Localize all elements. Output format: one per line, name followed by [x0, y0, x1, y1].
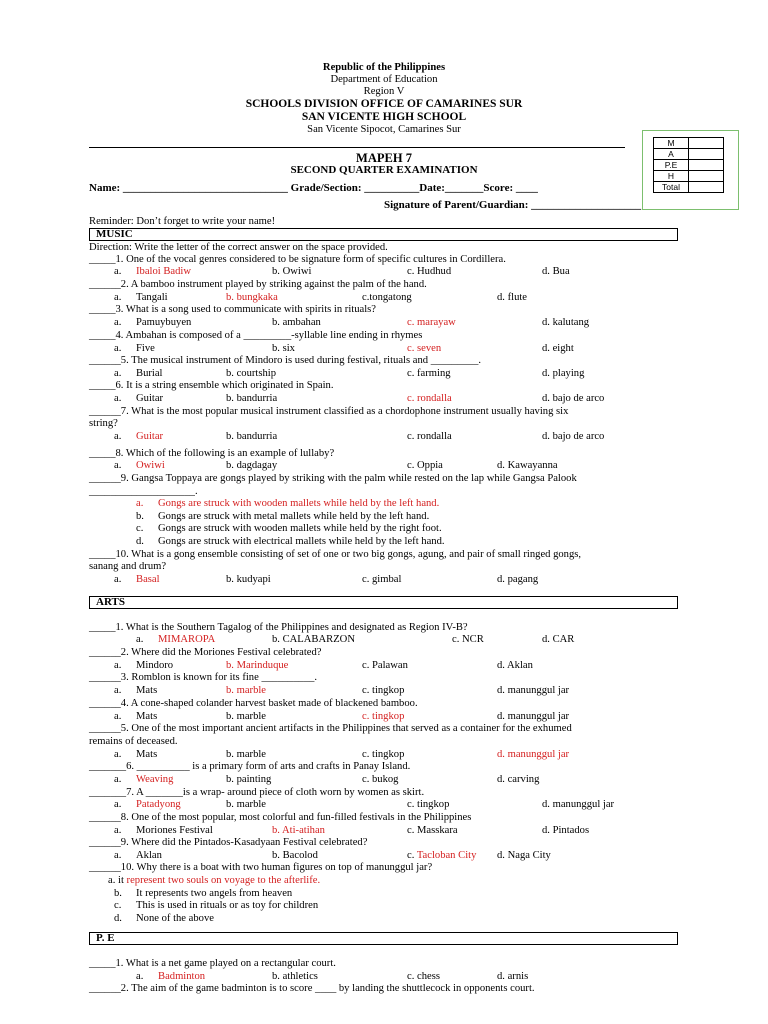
option-c[interactable]: c. seven — [407, 343, 442, 354]
music-question-10-cont: sanang and drum? — [89, 561, 167, 572]
score-row-label: Total — [654, 182, 689, 193]
option-d[interactable]: d. bajo de arco — [542, 393, 605, 404]
option-b[interactable]: b. Bacolod — [272, 850, 318, 861]
option-b[interactable]: It represents two angels from heaven — [136, 888, 293, 899]
option-a[interactable]: Basal — [136, 574, 160, 585]
option-letter: a. — [136, 498, 144, 509]
option-letter: c. — [114, 900, 122, 911]
option-c[interactable]: c. Oppia — [407, 460, 443, 471]
music-question-7-cont: string? — [89, 418, 118, 429]
option-b[interactable]: b. dagdagay — [226, 460, 278, 471]
option-letter: a. — [114, 317, 122, 328]
score-row-label: P.E — [654, 160, 689, 171]
option-d[interactable]: d. bajo de arco — [542, 431, 605, 442]
option-d[interactable]: d. CAR — [542, 634, 575, 645]
option-letter: c. — [136, 523, 144, 534]
score-row-label: H — [654, 171, 689, 182]
pe-question-1: _____1. What is a net game played on a rectangular court. — [89, 958, 336, 969]
section-title: ARTS — [96, 596, 125, 608]
option-letter: a. — [114, 774, 122, 785]
score-table — [653, 137, 724, 193]
option-letter: d. — [136, 536, 144, 547]
score-row-label: M — [654, 138, 689, 149]
option-letter: a. — [114, 825, 122, 836]
student-info-row[interactable]: Name: ______________________________ Grade/Section: __________Date:_______Score: ____ — [89, 182, 538, 194]
option-b[interactable]: b. painting — [226, 774, 272, 785]
option-a[interactable]: Mats — [136, 749, 158, 760]
option-a[interactable]: Mats — [136, 711, 158, 722]
option-b[interactable]: b. six — [272, 343, 295, 354]
option-a[interactable]: Five — [136, 343, 155, 354]
arts-question-4: ______4. A cone-shaped colander harvest basket made of blackened bamboo. — [89, 698, 418, 709]
option-a[interactable]: Moriones Festival — [136, 825, 213, 836]
option-c[interactable]: c. tingkop — [362, 685, 405, 696]
option-b[interactable]: b. Marinduque — [226, 660, 289, 671]
music-question-10: _____10. What is a gong ensemble consisting of set of one or two big gongs, agung, and pair of small ringed gongs, — [89, 549, 582, 560]
option-letter: a. — [114, 850, 122, 861]
option-b[interactable]: b. bandurria — [226, 393, 278, 404]
option-c[interactable]: c. farming — [407, 368, 451, 379]
section-header-arts — [89, 596, 678, 609]
music-question-8: _____8. Which of the following is an example of lullaby? — [89, 448, 335, 459]
header-department: Department of Education — [330, 74, 438, 85]
option-b[interactable]: b. bungkaka — [226, 292, 278, 303]
option-letter: a. — [114, 685, 122, 696]
option-a[interactable]: Burial — [136, 368, 163, 379]
score-row-label: A — [654, 149, 689, 160]
option-a[interactable]: Mats — [136, 685, 158, 696]
option-letter: a. — [136, 634, 144, 645]
score-cell[interactable] — [689, 138, 724, 149]
score-row — [654, 160, 724, 171]
option-a[interactable]: Pamuybuyen — [136, 317, 192, 328]
option-a[interactable]: Tangali — [136, 292, 168, 303]
option-c[interactable]: c. gimbal — [362, 574, 402, 585]
header-address: San Vicente Sipocot, Camarines Sur — [307, 124, 461, 135]
score-cell[interactable] — [689, 149, 724, 160]
option-letter: a. — [136, 971, 144, 982]
section-header-music — [89, 228, 678, 241]
arts-question-5-cont: remains of deceased. — [89, 736, 178, 747]
option-d[interactable]: d. Bua — [542, 266, 570, 277]
option-letter: a. — [114, 292, 122, 303]
music-question-4: _____4. Ambahan is composed of a _________-syllable line ending in rhymes — [89, 330, 423, 341]
option-c[interactable]: c. NCR — [452, 634, 484, 645]
option-c[interactable]: c. Palawan — [362, 660, 408, 671]
option-c[interactable]: c. rondalla — [407, 393, 452, 404]
option-d[interactable]: d. kalutang — [542, 317, 590, 328]
header-republic: Republic of the Philippines — [322, 62, 446, 73]
option-d[interactable]: d. manunggul jar — [497, 711, 570, 722]
option-letter: b. — [136, 511, 144, 522]
section-header-pe — [89, 932, 678, 945]
option-a[interactable]: Badminton — [158, 971, 206, 982]
option-b[interactable]: b. athletics — [272, 971, 318, 982]
option-letter: a. — [114, 574, 122, 585]
score-cell[interactable] — [689, 160, 724, 171]
option-d[interactable]: d. arnis — [497, 971, 529, 982]
option-b[interactable]: b. CALABARZON — [272, 634, 355, 645]
option-d[interactable]: Gongs are struck with electrical mallets while held by the left hand. — [158, 536, 445, 547]
option-d[interactable]: d. manunggul jar — [542, 799, 615, 810]
option-d[interactable]: d. Kawayanna — [497, 460, 558, 471]
option-letter: a. — [114, 660, 122, 671]
music-question-1: _____1. One of the vocal genres considered to be signature form of specific cultures in Cordillera. — [89, 254, 506, 265]
option-b[interactable]: Gongs are struck with metal mallets while held by the left hand. — [158, 511, 430, 522]
option-letter: a. it — [108, 875, 124, 886]
option-b[interactable]: b. kudyapi — [226, 574, 271, 585]
arts-question-3: ______3. Romblon is known for its fine __________. — [89, 672, 318, 683]
option-letter: a. — [114, 343, 122, 354]
option-d[interactable]: None of the above — [136, 913, 214, 924]
option-b[interactable]: b. ambahan — [272, 317, 321, 328]
option-a[interactable]: Guitar — [136, 393, 164, 404]
option-letter: a. — [114, 460, 122, 471]
option-b[interactable]: b. Ati-atihan — [272, 825, 325, 836]
option-d[interactable]: d. Naga City — [497, 850, 551, 861]
option-c[interactable]: Tacloban City — [416, 850, 477, 861]
option-letter: d. — [114, 913, 122, 924]
option-a[interactable]: Guitar — [136, 431, 164, 442]
direction-text: Direction: Write the letter of the correct answer on the space provided. — [89, 242, 388, 253]
option-a[interactable]: Owiwi — [136, 460, 165, 471]
score-row — [654, 149, 724, 160]
option-letter: a. — [114, 711, 122, 722]
score-row — [654, 138, 724, 149]
option-c[interactable]: c. tingkop — [362, 711, 405, 722]
arts-question-10: ______10. Why there is a boat with two human figures on top of manunggul jar? — [89, 862, 433, 873]
option-c-letter[interactable]: c. Tacloban City — [407, 850, 477, 861]
option-c[interactable]: c. Masskara — [407, 825, 458, 836]
option-a[interactable]: Gongs are struck with wooden mallets while held by the left hand. — [158, 498, 440, 509]
option-d[interactable]: d. flute — [497, 292, 528, 303]
music-question-6: _____6. It is a string ensemble which originated in Spain. — [89, 380, 334, 391]
score-cell[interactable] — [689, 182, 724, 193]
music-question-7: ______7. What is the most popular musical instrument classified as a chordophone instrument usually having six — [89, 406, 569, 417]
option-letter: a. — [114, 266, 122, 277]
option-a[interactable]: MIMAROPA — [158, 634, 216, 645]
option-b[interactable]: b. marble — [226, 685, 267, 696]
arts-question-1: _____1. What is the Southern Tagalog of the Philippines and designated as Region IV-B? — [89, 622, 468, 633]
score-row — [654, 182, 724, 193]
option-c[interactable]: c. Hudhud — [407, 266, 452, 277]
option-a[interactable]: Patadyong — [136, 799, 181, 810]
option-d[interactable]: d. pagang — [497, 574, 539, 585]
option-a[interactable]: Ibaloi Badiw — [136, 266, 192, 277]
arts-question-8: ______8. One of the most popular, most colorful and fun-filled festivals in the Philippines — [89, 812, 472, 823]
option-c[interactable]: This is used in rituals or as toy for children — [136, 900, 319, 911]
reminder-text: Reminder: Don’t forget to write your name! — [89, 216, 276, 227]
option-c[interactable]: Gongs are struck with wooden mallets while held by the right foot. — [158, 523, 442, 534]
pe-question-2: ______2. The aim of the game badminton is to score ____ by landing the shuttlecock in opponents court. — [89, 983, 535, 994]
option-d[interactable]: d. eight — [542, 343, 574, 354]
option-c[interactable]: c. bukog — [362, 774, 399, 785]
header-division: SCHOOLS DIVISION OFFICE OF CAMARINES SUR — [245, 98, 523, 110]
music-question-5: ______5. The musical instrument of Mindoro is used during festival, rituals and _________. — [89, 355, 482, 366]
arts-question-2: ______2. Where did the Moriones Festival celebrated? — [89, 647, 322, 658]
option-c[interactable]: c. tingkop — [362, 749, 405, 760]
option-b[interactable]: b. marble — [226, 711, 267, 722]
option-letter: a. — [114, 393, 122, 404]
option-b[interactable]: b. bandurria — [226, 431, 278, 442]
option-letter: a. — [114, 749, 122, 760]
option-letter: a. — [114, 431, 122, 442]
music-question-9: ______9. Gangsa Toppaya are gongs played by striking with the palm while rested on the lap while Gangsa Palook — [89, 473, 577, 484]
option-c[interactable]: c. tingkop — [407, 799, 450, 810]
option-d[interactable]: d. manunggul jar — [497, 749, 570, 760]
score-cell[interactable] — [689, 171, 724, 182]
music-question-3: _____3. What is a song used to communicate with spirits in rituals? — [89, 304, 376, 315]
option-b[interactable]: b. courtship — [226, 368, 277, 379]
arts-question-9: ______9. Where did the Pintados-Kasadyaan Festival celebrated? — [89, 837, 368, 848]
option-c[interactable]: c. marayaw — [407, 317, 456, 328]
option-d[interactable]: d. carving — [497, 774, 540, 785]
option-letter: a. — [114, 799, 122, 810]
option-letter: b. — [114, 888, 122, 899]
option-c[interactable]: c. chess — [407, 971, 440, 982]
option-c[interactable]: c. rondalla — [407, 431, 452, 442]
arts-question-6: _______6. __________ is a primary form of arts and crafts in Panay Island. — [89, 761, 411, 772]
header-school: SAN VICENTE HIGH SCHOOL — [301, 111, 467, 123]
exam-subject-title: MAPEH 7 — [356, 151, 412, 165]
option-b[interactable]: b. marble — [226, 799, 267, 810]
arts-question-7: _______7. A _______is a wrap- around piece of cloth worn by women as skirt. — [89, 787, 425, 798]
option-d[interactable]: d. Pintados — [542, 825, 590, 836]
option-c[interactable]: c.tongatong — [362, 292, 412, 303]
option-a[interactable]: Weaving — [136, 774, 174, 785]
exam-title: SECOND QUARTER EXAMINATION — [290, 164, 478, 176]
score-row — [654, 171, 724, 182]
option-d[interactable]: d. manunggul jar — [497, 685, 570, 696]
section-title: MUSIC — [96, 228, 133, 240]
music-question-2: ______2. A bamboo instrument played by striking against the palm of the hand. — [89, 279, 427, 290]
score-box — [642, 130, 739, 210]
section-title: P. E — [96, 932, 115, 944]
header-divider — [89, 147, 625, 148]
arts-question-5: ______5. One of the most important ancient artifacts in the Philippines that served as a container for the exhumed — [89, 723, 572, 734]
music-question-9-cont: ____________________. — [89, 486, 198, 497]
option-a[interactable]: Aklan — [136, 850, 162, 861]
header-region: Region V — [363, 86, 405, 97]
option-a-row[interactable] — [108, 875, 320, 887]
option-b[interactable]: b. marble — [226, 749, 267, 760]
option-d[interactable]: d. Aklan — [497, 660, 533, 671]
option-a[interactable]: Mindoro — [136, 660, 174, 671]
option-letter: a. — [114, 368, 122, 379]
option-d[interactable]: d. playing — [542, 368, 585, 379]
option-a[interactable]: represent two souls on voyage to the afterlife. — [126, 875, 321, 886]
parent-signature-line[interactable]: Signature of Parent/Guardian: ____________________ — [384, 199, 642, 211]
option-b[interactable]: b. Owiwi — [272, 266, 312, 277]
